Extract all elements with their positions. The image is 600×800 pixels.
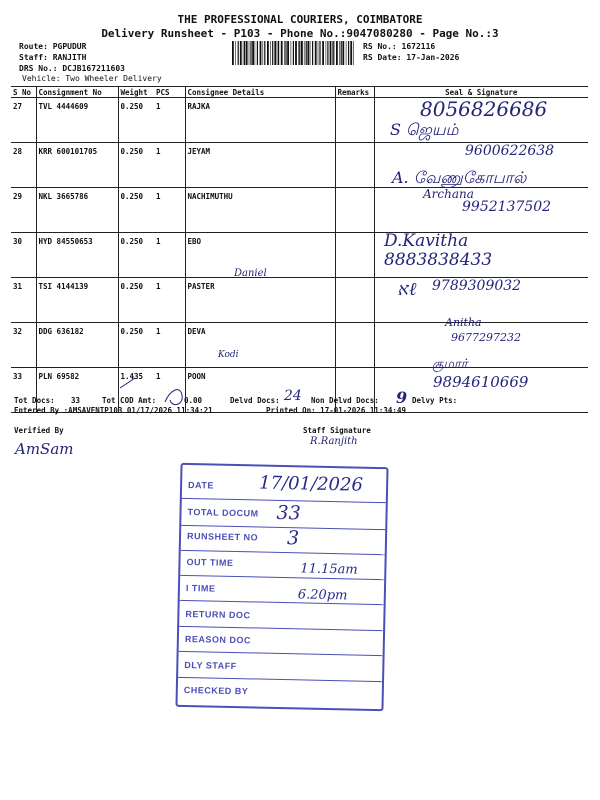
barcode-bar	[252, 41, 254, 65]
barcode-bar	[336, 41, 338, 65]
stamp-runsheet-value: 3	[286, 527, 300, 550]
handwritten-note: Daniel	[234, 268, 267, 279]
barcode-bar	[298, 41, 299, 65]
barcode-bar	[318, 41, 319, 65]
handwritten-non-delivered-count: 9	[396, 388, 408, 407]
cell-weight: 0.250	[118, 143, 154, 188]
col-header-signature: Seal & Signature	[374, 87, 588, 98]
cell-pcs: 1	[154, 368, 185, 413]
handwritten-phone: 9677297232	[451, 331, 521, 344]
cell-weight: 0.250	[118, 188, 154, 233]
handwritten-phone: 8056826686	[420, 97, 548, 121]
handwritten-phone: 9600622638	[465, 143, 555, 159]
table-row	[11, 233, 588, 278]
barcode-bar	[310, 41, 311, 65]
barcode-bar	[270, 41, 271, 65]
barcode-bar	[284, 41, 285, 65]
non-delivered-docs-label: Non Delvd Docs:	[311, 396, 379, 405]
stamp-divider	[179, 626, 383, 631]
vehicle-label: Vehicle: Two Wheeler Delivery	[22, 74, 162, 83]
handwritten-name: D.Kavitha	[384, 231, 469, 251]
cell-remarks	[335, 188, 374, 233]
handwritten-delivered-count: 24	[284, 388, 302, 404]
barcode-bar	[277, 41, 278, 65]
cell-sno: 32	[11, 323, 36, 368]
cell-consignment: HYD 84550653	[36, 233, 118, 278]
cell-consignment: NKL 3665786	[36, 188, 118, 233]
cell-consignee: JEYAM	[185, 143, 335, 188]
barcode-bar	[285, 41, 286, 65]
cell-pcs: 1	[154, 233, 185, 278]
cell-remarks	[335, 98, 374, 143]
barcode-bar	[342, 41, 344, 65]
cell-signature	[374, 323, 588, 368]
barcode-bar	[293, 41, 294, 65]
barcode-bar	[249, 41, 250, 65]
barcode-bar	[287, 41, 289, 65]
cell-sno: 29	[11, 188, 36, 233]
barcode-bar	[341, 41, 342, 65]
stamp-delivery-staff-label: DLY STAFF	[184, 659, 237, 672]
cell-pcs: 1	[154, 188, 185, 233]
col-header-consignee: Consignee Details	[185, 87, 335, 98]
barcode-bar	[348, 41, 349, 65]
delivered-docs-label: Delvd Docs:	[230, 396, 280, 405]
handwritten-name: Anitha	[445, 316, 482, 329]
stamp-divider	[181, 525, 385, 530]
barcode-bar	[353, 41, 354, 65]
cell-consignment: TSI 4144139	[36, 278, 118, 323]
barcode-bar	[350, 41, 352, 65]
barcode-bar	[322, 41, 324, 65]
cell-consignee: NACHIMUTHU	[185, 188, 335, 233]
barcode-bar	[319, 41, 320, 65]
rs-number: RS No.: 1672116	[363, 42, 436, 51]
cell-sno: 27	[11, 98, 36, 143]
handwritten-signature: S ஜெயம்	[390, 120, 459, 139]
col-header-pcs: PCS	[154, 87, 185, 98]
barcode-bar	[257, 41, 258, 65]
barcode-bar	[326, 41, 327, 65]
cell-sno: 30	[11, 233, 36, 278]
cell-remarks	[335, 278, 374, 323]
stamp-out-time-label: OUT TIME	[186, 556, 234, 568]
barcode-bar	[299, 41, 300, 65]
stamp-in-time-value: 6.20pm	[297, 587, 348, 604]
cell-sno: 28	[11, 143, 36, 188]
stamp-divider	[181, 550, 385, 555]
cell-weight: 0.250	[118, 278, 154, 323]
table-row	[11, 323, 588, 368]
barcode-bar	[244, 41, 245, 65]
runsheet-subtitle: Delivery Runsheet - P103 - Phone No.:9047080280 - Page No.:3	[101, 27, 499, 40]
handwritten-phone: 8883838433	[384, 250, 493, 270]
cell-consignee: RAJKA	[185, 98, 335, 143]
cell-consignment: KRR 600101705	[36, 143, 118, 188]
stamp-in-time-label: I TIME	[185, 582, 216, 594]
cell-pcs: 1	[154, 143, 185, 188]
cell-pcs: 1	[154, 278, 185, 323]
barcode-bar	[238, 41, 239, 65]
cell-pcs: 1	[154, 323, 185, 368]
barcode-bar	[272, 41, 273, 65]
verified-by-label: Verified By	[14, 426, 64, 435]
barcode-bar	[274, 41, 276, 65]
cell-consignee: PASTER	[185, 278, 335, 323]
total-cod-label: Tot COD Amt:	[102, 396, 157, 405]
handwritten-note: Kodi	[218, 350, 239, 360]
barcode-bar	[243, 41, 244, 65]
cell-consignee: POON	[185, 368, 335, 413]
handwritten-signature-mark: אℓ	[398, 279, 417, 300]
stamp-divider	[178, 677, 382, 682]
barcode-bar	[330, 41, 332, 65]
handwritten-phone: 9894610669	[433, 373, 529, 391]
cell-consignee: EBO	[185, 233, 335, 278]
barcode-bar	[301, 41, 303, 65]
cell-weight: 1.435	[118, 368, 154, 413]
cell-remarks	[335, 143, 374, 188]
cell-weight: 0.250	[118, 98, 154, 143]
barcode-bar	[339, 41, 340, 65]
route-label: Route: PGPUDUR	[19, 42, 87, 51]
handwritten-phone: 9789309032	[432, 278, 522, 294]
handwritten-phone: 9952137502	[462, 199, 552, 215]
barcode-bar	[332, 41, 333, 65]
barcode-bar	[315, 41, 317, 65]
stamp-date-value: 17/01/2026	[258, 472, 364, 496]
col-header-weight: Weight	[118, 87, 154, 98]
barcode-bar	[260, 41, 262, 65]
office-stamp	[175, 463, 388, 711]
stamp-total-label: TOTAL DOCUM	[187, 507, 259, 519]
staff-signature: R.Ranjith	[310, 436, 358, 447]
barcode-bar	[295, 41, 297, 65]
handwritten-signature: குமார்	[432, 357, 468, 372]
barcode-bar	[267, 41, 269, 65]
stamp-checked-by-label: CHECKED BY	[183, 684, 249, 697]
total-docs-value: 33	[71, 396, 81, 405]
stamp-return-doc-label: RETURN DOC	[185, 608, 251, 621]
staff-signature-label: Staff Signature	[303, 426, 371, 435]
cell-sno: 33	[11, 368, 36, 413]
total-cod-value: 0.00	[184, 396, 203, 405]
stamp-divider	[180, 600, 384, 605]
barcode-bar	[304, 41, 305, 65]
company-title: THE PROFESSIONAL COURIERS, COIMBATORE	[177, 13, 423, 26]
entered-by: Entered By :AMSAVENIP103 01/17/2026 11:34:21	[14, 406, 213, 415]
barcode-bar	[240, 41, 242, 65]
cell-consignment: PLN 69582	[36, 368, 118, 413]
barcode-bar	[312, 41, 313, 65]
barcode-image	[232, 41, 356, 65]
barcode-bar	[264, 41, 265, 65]
barcode-bar	[333, 41, 334, 65]
cell-weight: 0.250	[118, 323, 154, 368]
total-docs-label: Tot Docs:	[14, 396, 55, 405]
verifier-signature: AmSam	[15, 440, 74, 458]
barcode-bar	[263, 41, 264, 65]
handwritten-name: Archana	[423, 187, 474, 201]
barcode-bar	[327, 41, 328, 65]
table-header-row	[11, 87, 588, 98]
runsheet-table	[11, 86, 588, 413]
cell-consignee: DEVA	[185, 323, 335, 368]
cell-weight: 0.250	[118, 233, 154, 278]
barcode-bar	[235, 41, 236, 65]
cell-consignment: TVL 4444609	[36, 98, 118, 143]
barcode-bar	[306, 41, 307, 65]
cell-remarks	[335, 323, 374, 368]
barcode-bar	[281, 41, 283, 65]
stamp-total-value: 33	[276, 501, 301, 525]
stamp-runsheet-label: RUNSHEET NO	[186, 531, 259, 543]
barcode-bar	[246, 41, 248, 65]
cell-consignment: DDG 636182	[36, 323, 118, 368]
drs-number: DRS No.: DCJB167211603	[19, 64, 125, 73]
stamp-divider	[179, 651, 383, 656]
rs-date: RS Date: 17-Jan-2026	[363, 53, 460, 62]
stamp-reason-label: REASON DOC	[184, 633, 251, 646]
cell-sno: 31	[11, 278, 36, 323]
barcode-bar	[250, 41, 251, 65]
printed-on: Printed On: 17-01-2026 11:34:49	[266, 406, 406, 415]
staff-label: Staff: RANJITH	[19, 53, 87, 62]
barcode-bar	[291, 41, 292, 65]
barcode-bar	[346, 41, 347, 65]
cell-pcs: 1	[154, 98, 185, 143]
col-header-consignment: Consignment No	[36, 87, 118, 98]
col-header-remarks: Remarks	[335, 87, 374, 98]
stamp-date-label: DATE	[188, 480, 215, 491]
barcode-bar	[232, 41, 234, 65]
barcode-bar	[255, 41, 256, 65]
delivery-points-label: Delvy Pts:	[412, 396, 458, 405]
stamp-out-time-value: 11.15am	[300, 561, 358, 578]
barcode-bar	[307, 41, 309, 65]
col-header-sno: S No	[11, 87, 36, 98]
cell-remarks	[335, 233, 374, 278]
barcode-bar	[278, 41, 279, 65]
handwritten-signature: A. வேணுகோபால்	[392, 168, 527, 187]
